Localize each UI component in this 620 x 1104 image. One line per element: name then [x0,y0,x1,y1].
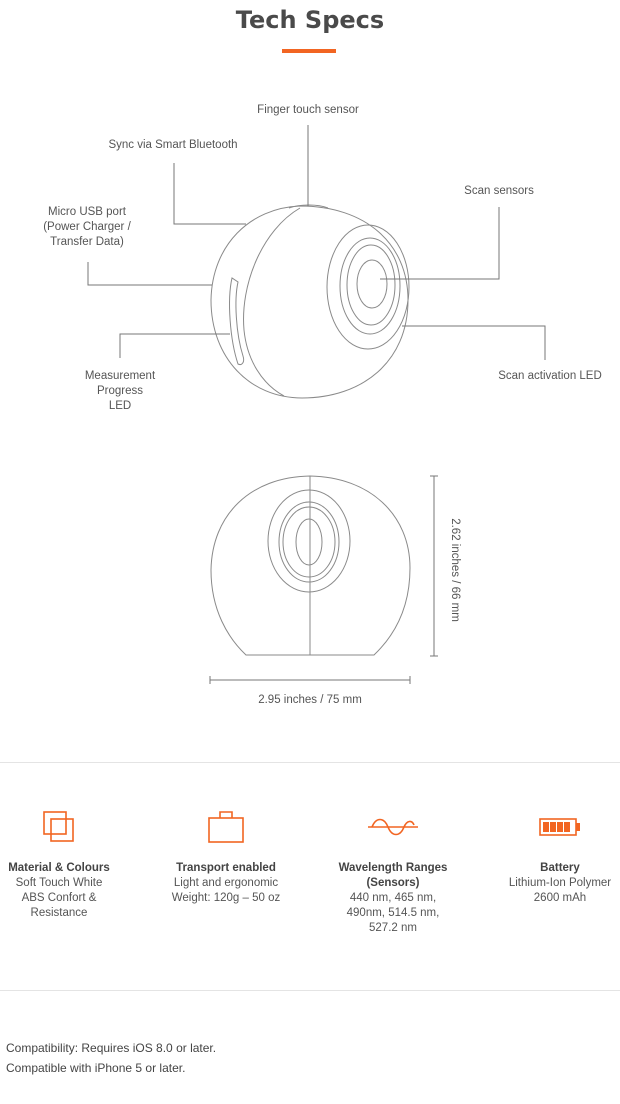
front-window-inner [296,519,322,565]
device-body-outline [211,206,408,398]
feature-wavelength [323,805,463,936]
height-dimension-label: 2.62 inches / 66 mm [449,518,461,622]
scan-window-ring [347,245,395,325]
front-window-ring [283,507,335,577]
label-measurement-led: Measurement Progress LED [84,370,156,412]
feature-title: Transport enabled [176,862,276,874]
wave-icon [366,809,420,845]
feature-desc: 440 nm, 465 nm, 490nm, 514.5 nm, 527.2 nm [346,892,440,934]
feature-title: Material & Colours [8,862,110,874]
led-strip [230,278,244,365]
bag-icon [206,809,246,845]
feature-battery [490,805,620,906]
leader-sync [174,163,246,224]
scan-window-inner [357,260,387,308]
divider-bottom [0,990,620,991]
label-scan-activation: Scan activation LED [498,370,602,382]
feature-material [0,805,129,921]
label-finger-touch: Finger touch sensor [257,104,359,116]
compatibility-info [6,1038,216,1078]
compatibility-line: Compatible with iPhone 5 or later. [6,1061,186,1075]
front-window-mid [279,502,339,582]
leader-micro-usb [88,262,212,285]
feature-transport [156,805,296,906]
device-seam [244,208,300,396]
feature-desc: Soft Touch White ABS Confort & Resistance [15,877,103,919]
battery-icon [538,809,582,845]
page-title: Tech Specs [235,6,385,34]
label-sync-bluetooth: Sync via Smart Bluetooth [108,139,238,151]
label-scan-sensors: Scan sensors [464,185,534,197]
label-micro-usb: Micro USB port (Power Charger / Transfer Data) [43,206,131,248]
feature-title: Wavelength Ranges (Sensors) [338,862,448,889]
feature-title: Battery [540,862,580,874]
compatibility-line: Compatibility: Requires iOS 8.0 or later. [6,1041,217,1055]
feature-desc: Light and ergonomic Weight: 120g – 50 oz [171,877,281,904]
leader-scan-activation [402,326,545,360]
divider-top [0,762,620,763]
layers-icon [41,809,77,845]
scan-window-mid [340,238,400,334]
width-dimension-label: 2.95 inches / 75 mm [258,694,362,706]
leader-measurement [120,334,230,358]
scan-window-outer [327,225,409,349]
device-front-diagram [0,460,620,700]
feature-desc: Lithium-Ion Polymer 2600 mAh [508,877,612,904]
